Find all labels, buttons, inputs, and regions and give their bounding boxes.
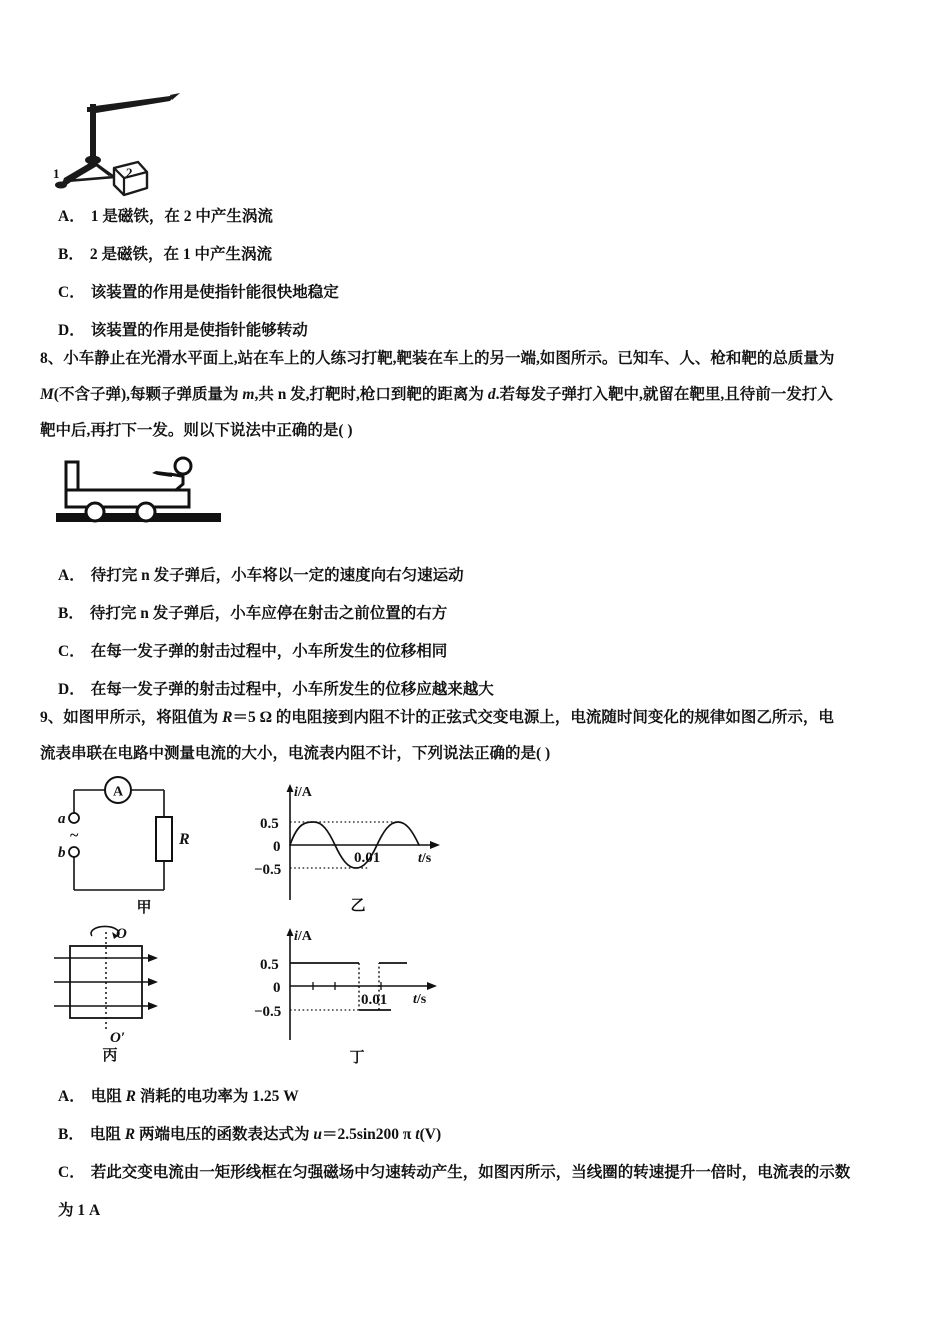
q8-stem-line2-b: (不含子弹),每颗子弹质量为 <box>53 386 243 403</box>
q8-option-a-text: 待打完 n 发子弹后，小车将以一定的速度向右匀速运动 <box>90 567 464 584</box>
q9-option-c-text-a: 若此交变电流由一矩形线框在匀强磁场中匀速转动产生，如图丙所示，当线圈的转速提升一倍时，电流表的示数 <box>90 1164 851 1181</box>
figure-label-ding: 丁 <box>349 1050 365 1066</box>
q9-option-b[interactable] <box>58 1125 441 1145</box>
ammeter-label: A <box>112 784 124 800</box>
q9-option-b-text-c: 两端电压的函数表达式为 <box>135 1126 314 1143</box>
q8-symbol-m: m <box>242 386 255 403</box>
ding-ytick-positive: 0.5 <box>260 957 279 973</box>
q8-stem-line2-d: ,共 n 发,打靶时,枪口到靶的距离为 <box>254 386 488 403</box>
q9-option-b-text-e: ＝2.5sin200 π <box>321 1126 416 1143</box>
ding-ytick-negative: −0.5 <box>254 1004 282 1020</box>
q7-option-c-label: C． <box>58 284 85 301</box>
q7-option-d-text: 该装置的作用是使指针能够转动 <box>90 322 308 339</box>
q9-stem <box>40 700 920 772</box>
q9-option-a-text-c: 消耗的电功率为 1.25 W <box>135 1088 299 1105</box>
q7-option-d-label: D． <box>58 322 85 339</box>
yi-ylabel: i/A <box>294 785 312 800</box>
graph-figure-ding <box>255 918 465 1068</box>
q8-option-c-label: C． <box>58 643 85 660</box>
figure-label-bing: 丙 <box>102 1048 118 1064</box>
q8-option-b[interactable] <box>58 604 447 624</box>
q9-option-b-text-g: (V) <box>419 1126 442 1143</box>
q8-stem-line1: 小车静止在光滑水平面上,站在车上的人练习打靶,靶装在车上的另一端,如图所示。已知车、人、枪和靶的总质量为 <box>63 350 835 367</box>
q9-option-b-label: B． <box>58 1126 84 1143</box>
ding-ytick-zero: 0 <box>273 980 281 996</box>
q9-stem-line2: 流表串联在电路中测量电流的大小，电流表内阻不计，下列说法正确的是( ) <box>40 745 551 762</box>
q7-option-b[interactable] <box>58 245 272 265</box>
resistor-label: R <box>179 831 190 848</box>
q9-option-a-symbol-R: R <box>125 1088 136 1105</box>
q8-option-d[interactable] <box>58 680 494 700</box>
q9-option-c[interactable] <box>58 1163 850 1183</box>
q8-symbol-M: M <box>40 386 54 403</box>
figure-part-label-1: 1 <box>53 166 60 181</box>
q8-stem-line3: 靶中后,再打下一发。则以下说法中正确的是( ) <box>40 422 353 439</box>
graph-figure-yi <box>254 782 458 914</box>
q9-option-a[interactable] <box>58 1087 299 1107</box>
yi-ytick-positive: 0.5 <box>260 816 279 832</box>
q9-symbol-R: R <box>222 709 233 726</box>
yi-xlabel: t/s <box>418 851 432 866</box>
ding-xtick: 0.01 <box>361 992 388 1008</box>
q8-number: 8、 <box>40 350 64 367</box>
q8-option-d-label: D． <box>58 681 85 698</box>
q8-option-b-label: B． <box>58 605 84 622</box>
q7-option-a-text: 1 是磁铁，在 2 中产生涡流 <box>90 208 273 225</box>
ding-ylabel: i/A <box>294 929 312 944</box>
yi-ytick-zero: 0 <box>273 839 281 855</box>
q8-option-a[interactable] <box>58 566 464 586</box>
ding-xlabel: t/s <box>413 992 427 1007</box>
q9-stem-line1-c: ＝5 Ω 的电阻接到内阻不计的正弦式交变电源上，电流随时间变化的规律如图乙所示，电 <box>232 709 834 726</box>
figure-part-label-2: 2 <box>126 165 133 180</box>
q9-option-b-symbol-u: u <box>313 1126 322 1143</box>
q9-option-b-text-a: 电阻 <box>89 1126 125 1143</box>
yi-ytick-negative: −0.5 <box>254 862 282 878</box>
yi-xtick: 0.01 <box>354 850 381 866</box>
q7-option-d[interactable] <box>58 321 308 341</box>
q8-option-c[interactable] <box>58 642 447 662</box>
ac-source-symbol: ~ <box>70 827 79 844</box>
coil-axis-top-label: O <box>116 926 127 942</box>
cart-with-person-figure <box>48 452 288 542</box>
q9-option-a-text-a: 电阻 <box>90 1088 126 1105</box>
q9-number: 9、 <box>40 709 64 726</box>
q9-stem-line1-a: 如图甲所示，将阻值为 <box>63 709 223 726</box>
figure-label-yi: 乙 <box>350 898 366 914</box>
q8-stem-line2-f: .若每发子弹打入靶中,就留在靶里,且待前一发打入 <box>495 386 833 403</box>
q9-option-c-text-b: 为 1 A <box>58 1202 101 1219</box>
galvanometer-damping-device-figure <box>52 82 202 197</box>
q9-option-b-symbol-R: R <box>124 1126 136 1143</box>
q9-option-a-label: A． <box>58 1088 85 1105</box>
q7-option-c-text: 该装置的作用是使指针能很快地稳定 <box>90 284 339 301</box>
q7-option-b-label: B． <box>58 246 84 263</box>
terminal-b-label: b <box>58 845 66 861</box>
circuit-figure-jia <box>52 782 252 914</box>
figure-label-jia: 甲 <box>136 900 152 916</box>
coil-axis-bottom-label: O′ <box>110 1030 126 1046</box>
coil-figure-bing <box>52 918 252 1068</box>
q8-symbol-d: d <box>487 386 496 403</box>
q9-option-b-symbol-t: t <box>415 1126 420 1143</box>
terminal-a-label: a <box>58 811 66 827</box>
q8-option-d-text: 在每一发子弹的射击过程中，小车所发生的位移应越来越大 <box>90 681 494 698</box>
q8-stem <box>40 341 915 449</box>
q8-option-c-text: 在每一发子弹的射击过程中，小车所发生的位移相同 <box>90 643 448 660</box>
q8-option-a-label: A． <box>58 567 85 584</box>
q9-option-c-continued <box>58 1201 100 1221</box>
q7-option-c[interactable] <box>58 283 339 303</box>
q8-option-b-text: 待打完 n 发子弹后，小车应停在射击之前位置的右方 <box>89 605 448 622</box>
q7-option-b-text: 2 是磁铁，在 1 中产生涡流 <box>89 246 272 263</box>
q7-option-a[interactable] <box>58 207 273 227</box>
q9-option-c-label: C． <box>58 1164 85 1181</box>
q7-option-a-label: A． <box>58 208 85 225</box>
